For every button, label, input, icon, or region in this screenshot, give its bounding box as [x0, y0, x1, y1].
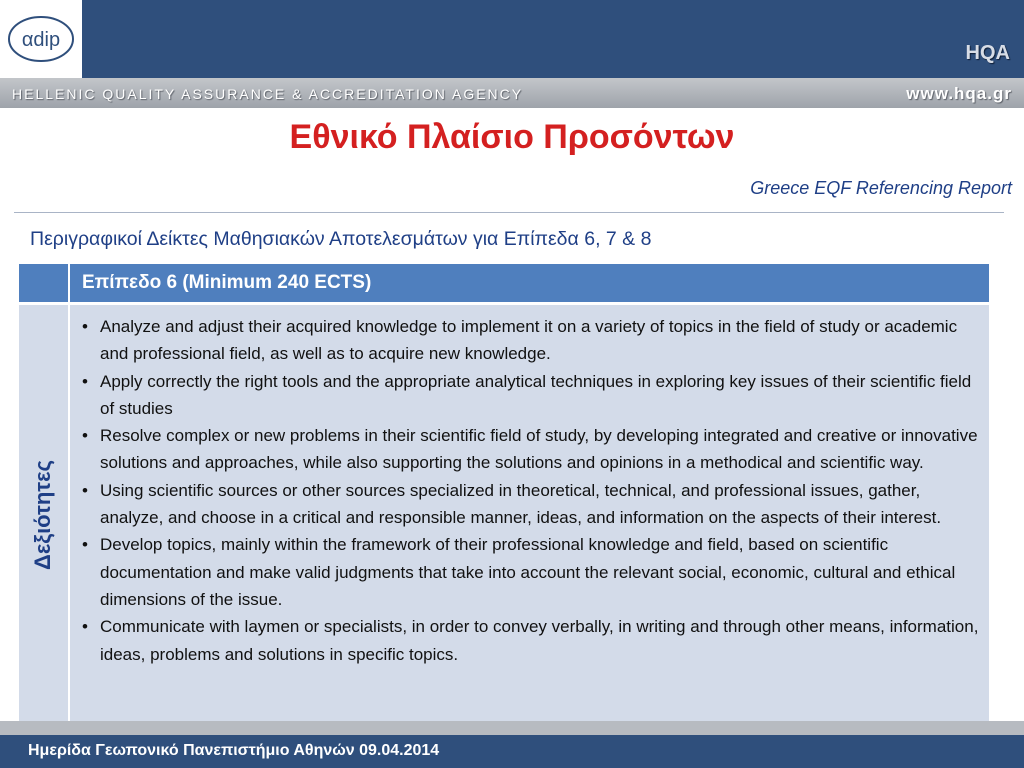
list-item-text: Apply correctly the right tools and the appropriate analytical techniques in exploring key issues of their scientific field of studies: [100, 371, 972, 418]
list-item: [82, 531, 979, 613]
slide-subtitle: Greece EQF Referencing Report: [750, 178, 1012, 198]
agency-website: www.hqa.gr: [906, 84, 1012, 103]
table-header-corner: [19, 264, 70, 302]
hqa-logo-icon: [6, 14, 76, 64]
divider: [14, 212, 1004, 213]
table-header-cell: Επίπεδο 6 (Minimum 240 ECTS): [70, 264, 989, 302]
bullet-icon: •: [82, 317, 88, 336]
list-item: [82, 477, 979, 532]
footer-divider: [0, 721, 1024, 735]
slide-title: Εθνικό Πλαίσιο Προσόντων: [289, 118, 735, 156]
list-item-text: Resolve complex or new problems in their scientific field of study, by developing integrated and creative or innovative solutions and approaches, while also supporting the solutions and opinions in a methodical and scientific way.: [100, 426, 978, 473]
footer-banner: [0, 735, 1024, 768]
bullet-icon: •: [82, 480, 88, 500]
top-banner: [82, 0, 1024, 78]
bullet-cell: [70, 305, 989, 724]
list-item: [82, 313, 979, 368]
section-title: Περιγραφικοί Δείκτες Μαθησιακών Αποτελεσμάτων για Επίπεδα 6, 7 & 8: [30, 228, 652, 250]
bullet-icon: •: [82, 426, 88, 446]
skills-table: [18, 263, 990, 725]
list-item-text: Using scientific sources or other sources specialized in theoretical, technical, and professional issues, gather, analyze, and choose in a critical and responsible manner, ideas, and information on the aspects of their interest.: [100, 480, 942, 528]
hqa-short-name: HQA: [965, 42, 1010, 64]
bullet-icon: •: [82, 371, 88, 391]
agency-banner: [0, 78, 1024, 108]
row-label: Δεξιότητες: [30, 460, 55, 570]
agency-name: HELLENIC QUALITY ASSURANCE & ACCREDITATION AGENCY: [12, 86, 524, 102]
row-label-cell: [19, 305, 70, 724]
bullet-list: [82, 313, 979, 668]
list-item: [82, 422, 979, 477]
list-item: [82, 613, 979, 668]
list-item-text: Communicate with laymen or specialists, in order to convey verbally, in writing and through other means, information, ideas, problems and solutions in specific topics.: [100, 617, 979, 664]
footer-text: Ημερίδα Γεωπονικό Πανεπιστήμιο Αθηνών 09.04.2014: [28, 742, 440, 759]
bullet-icon: •: [82, 535, 88, 555]
list-item-text: Analyze and adjust their acquired knowledge to implement it on a variety of topics in the field of study or academic and professional field, as well as to acquire new knowledge.: [100, 317, 958, 364]
list-item-text: Develop topics, mainly within the framework of their professional knowledge and field, based on scientific documentation and make valid judgments that take into account the relevant social, economic, cultural and ethical dimensions of the issue.: [100, 535, 956, 609]
hqa-logo: [0, 0, 82, 78]
logo-text: αdip: [21, 29, 61, 51]
list-item: [82, 368, 979, 423]
bullet-icon: •: [82, 617, 88, 637]
